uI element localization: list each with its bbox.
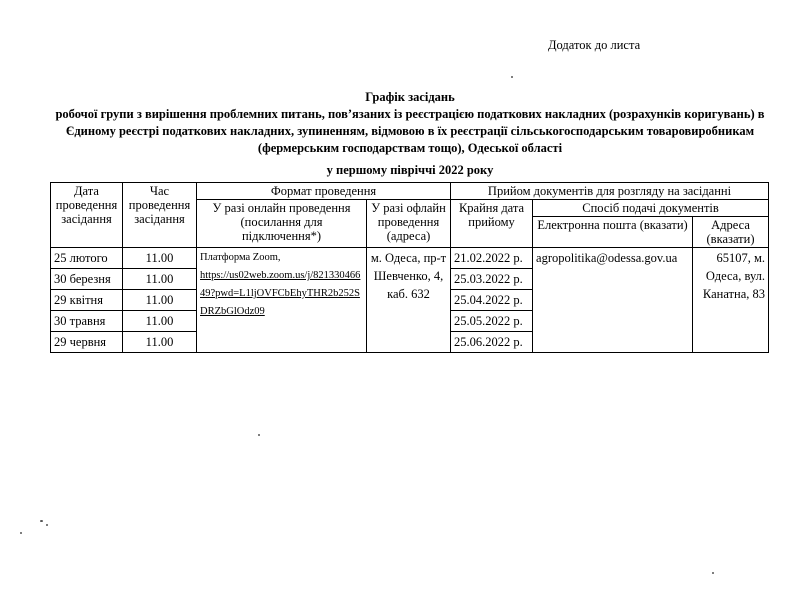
row-time: 11.00	[123, 290, 197, 311]
row-time: 11.00	[123, 311, 197, 332]
online-link-cell	[197, 248, 367, 353]
postal-address: 65107, м. Одеса, вул. Канатна, 83	[693, 248, 769, 353]
header-offline: У разі офлайн проведення (адреса)	[367, 200, 451, 248]
row-time: 11.00	[123, 332, 197, 353]
row-deadline: 25.03.2022 р.	[451, 269, 533, 290]
table-row	[51, 248, 769, 269]
document-period: у першому півріччі 2022 року	[326, 163, 494, 177]
appendix-note: Додаток до листа	[548, 38, 641, 52]
row-time: 11.00	[123, 248, 197, 269]
row-date: 29 квітня	[51, 290, 123, 311]
row-time: 11.00	[123, 269, 197, 290]
row-deadline: 21.02.2022 р.	[451, 248, 533, 269]
email-cell	[533, 248, 693, 353]
row-deadline: 25.04.2022 р.	[451, 290, 533, 311]
document-title: Графік засідань	[365, 90, 455, 104]
header-deadline: Крайня дата прийому	[451, 200, 533, 248]
scan-speck	[511, 76, 513, 78]
row-date: 30 травня	[51, 311, 123, 332]
row-date: 30 березня	[51, 269, 123, 290]
document-subtitle: робочої групи з вирішення проблемних питань, пов’язаних із реєстрацією податкових накладних (розрахунків коригувань) в Єдиному реєстрі податкових накладних, зупиненням, відмовою в їх реєстрації сільськогосподарським товаровиробникам (фермерським господарствам тощо), Одеської області	[55, 107, 765, 155]
zoom-link[interactable]: https://us02web.zoom.us/j/82133046649?pwd=L1ljOVFCbEhyTHR2b252SDRZbGlOdz09	[200, 270, 361, 317]
header-row-1	[51, 183, 769, 200]
scan-speck	[258, 434, 260, 436]
scan-speck	[712, 572, 714, 574]
header-method: Спосіб подачі документів	[533, 200, 769, 217]
header-online: У разі онлайн проведення (посилання для підключення*)	[197, 200, 367, 248]
scan-speck	[40, 520, 43, 522]
scan-speck	[46, 524, 48, 526]
header-docs: Прийом документів для розгляду на засіданні	[451, 183, 769, 200]
online-platform-label: Платформа Zoom,	[200, 252, 281, 263]
email-link[interactable]: agropolitika@odessa.gov.ua	[536, 251, 678, 265]
header-time: Час проведення засідання	[123, 183, 197, 248]
scan-speck	[20, 532, 22, 534]
row-deadline: 25.05.2022 р.	[451, 311, 533, 332]
row-deadline: 25.06.2022 р.	[451, 332, 533, 353]
header-format: Формат проведення	[197, 183, 451, 200]
offline-address: м. Одеса, пр-т Шевченко, 4, каб. 632	[367, 248, 451, 353]
row-date: 25 лютого	[51, 248, 123, 269]
header-address: Адреса (вказати)	[693, 217, 769, 248]
header-email: Електронна пошта (вказати)	[533, 217, 693, 248]
row-date: 29 червня	[51, 332, 123, 353]
schedule-table	[50, 182, 769, 353]
header-date: Дата проведення засідання	[51, 183, 123, 248]
